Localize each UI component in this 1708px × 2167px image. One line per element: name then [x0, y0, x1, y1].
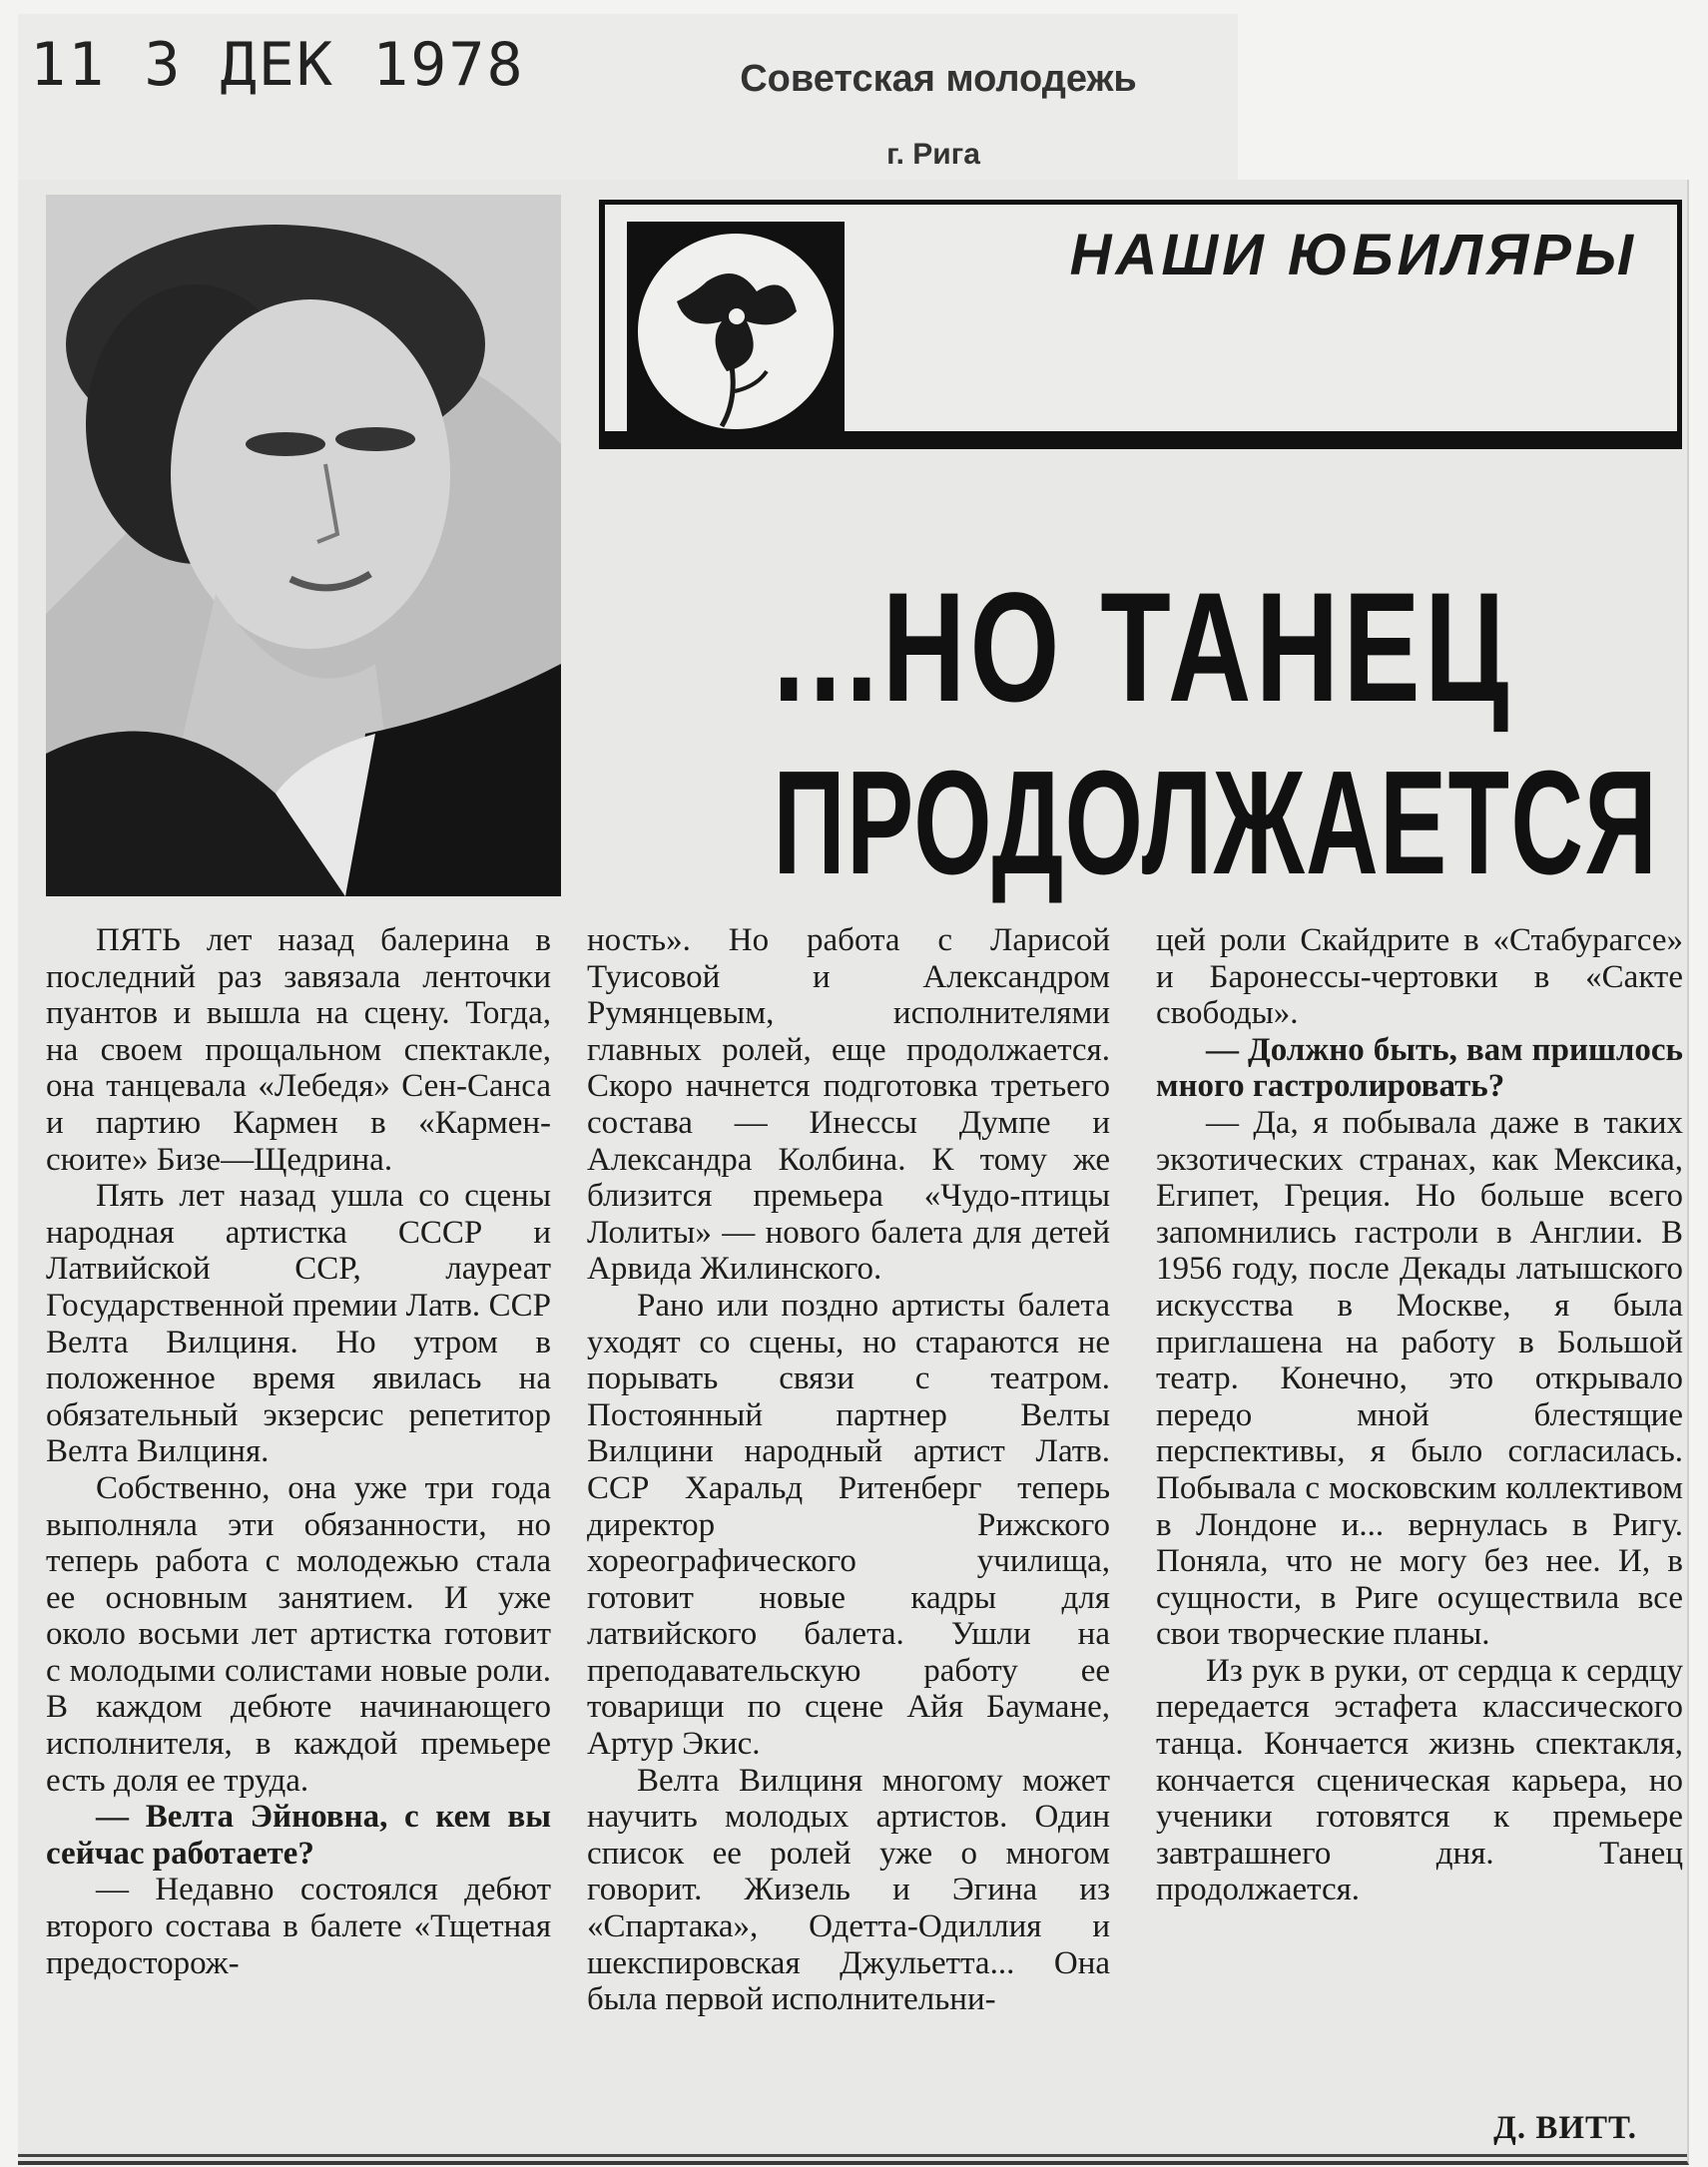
paragraph: Рано или поздно артисты балета уходят со сцены, но стараются не порывать связи с театром. Постоянный партнер Велты Вилцини народный артист Латв. ССР Харальд Ритенберг теперь директор Рижского хореографического училища, готовит новые кадры для латвийского балета. Ушли на преподавательскую работу ее товарищи по сцене Айя Баумане, Артур Экис.	[587, 1287, 1110, 1763]
headline-line-1: ...НО ТАНЕЦ	[773, 561, 1513, 735]
rubric-title: НАШИ ЮБИЛЯРЫ	[1069, 223, 1637, 287]
date-stamp: 11 3 ДЕК 1978	[30, 30, 525, 100]
paragraph: Пять лет назад ушла со сцены народная артистка СССР и Латвийской ССР, лауреат Государственной премии Латв. ССР Велта Вилциня. Но утром в положенное время явилась на обязательный экзерсис репетитор Велта Вилциня.	[46, 1178, 551, 1470]
rubric-emblem	[627, 222, 845, 441]
paragraph: Собственно, она уже три года выполняла эти обязанности, но теперь работа с молодежью стала ее основным занятием. И уже около восьми лет артистка готовит с молодыми солистами новые роли. В каждом дебюте начинающего исполнителя, в каждой премьере есть доля ее труда.	[46, 1469, 551, 1799]
paragraph: Велта Вилциня многому может научить молодых артистов. Один список ее ролей уже о многом говорит. Жизель и Эгина из «Спартака», Одетта-Одиллия и шекспировская Джульетта... Она была первой исполнительни-	[587, 1762, 1110, 2018]
newspaper-name: Советская молодежь	[740, 58, 1137, 100]
newspaper-city: г. Рига	[886, 138, 980, 171]
flower-icon	[627, 222, 845, 441]
paragraph: цей роли Скайдрите в «Стабурагсе» и Баронессы-чертовки в «Сакте свободы».	[1156, 922, 1683, 1032]
bottom-rule	[18, 2154, 1687, 2157]
portrait-photo	[46, 195, 561, 896]
paragraph: ность». Но работа с Ларисой Туисовой и Александром Румянцевым, исполнителями главных ролей, еще продолжается. Скоро начнется подготовка третьего состава — Инессы Думпе и Александра Колбина. К тому же близится премьера «Чудо-птицы Лолиты» — нового балета для детей Арвида Жилинского.	[587, 922, 1110, 1288]
article-column-1	[46, 922, 551, 1981]
article-column-2	[587, 922, 1110, 2018]
paragraph: ПЯТЬ лет назад балерина в последний раз завязала ленточки пуантов и вышла на сцену. Тогда, на своем прощальном спектакле, она танцевала «Лебедя» Сен-Санса и партию Кармен в «Кармен-сюите» Бизе—Щедрина.	[46, 922, 551, 1178]
paragraph: Из рук в руки, от сердца к сердцу передается эстафета классического танца. Кончается жизнь спектакля, кончается сценическая карьера, но ученики готовятся к премьере завтрашнего дня. Танец продолжается.	[1156, 1652, 1683, 1908]
headline-line-2: ПРОДОЛЖАЕТСЯ	[773, 741, 1659, 905]
interview-question: — Велта Эйновна, с кем вы сейчас работаете?	[46, 1799, 551, 1872]
paragraph: — Недавно состоялся дебют второго состава в балете «Тщетная предосторож-	[46, 1872, 551, 1981]
article-column-3	[1156, 922, 1683, 1908]
paragraph: — Да, я побывала даже в таких экзотических странах, как Мексика, Египет, Греция. Но больше всего запомнились гастроли в Англии. В 1956 году, после Декады латышского искусства в Москве, я была приглашена на работу в Большой театр. Конечно, это открывало передо мной блестящие перспективы, я было согласилась. Побывала с московским коллективом в Лондоне и... вернулась в Ригу. Поняла, что не могу без нее. И, в сущности, в Риге осуществила все свои творческие планы.	[1156, 1104, 1683, 1653]
interview-question: — Должно быть, вам пришлось много гастролировать?	[1156, 1031, 1683, 1105]
author-signature: Д. ВИТТ.	[1493, 2110, 1637, 2146]
portrait-illustration	[46, 195, 561, 896]
